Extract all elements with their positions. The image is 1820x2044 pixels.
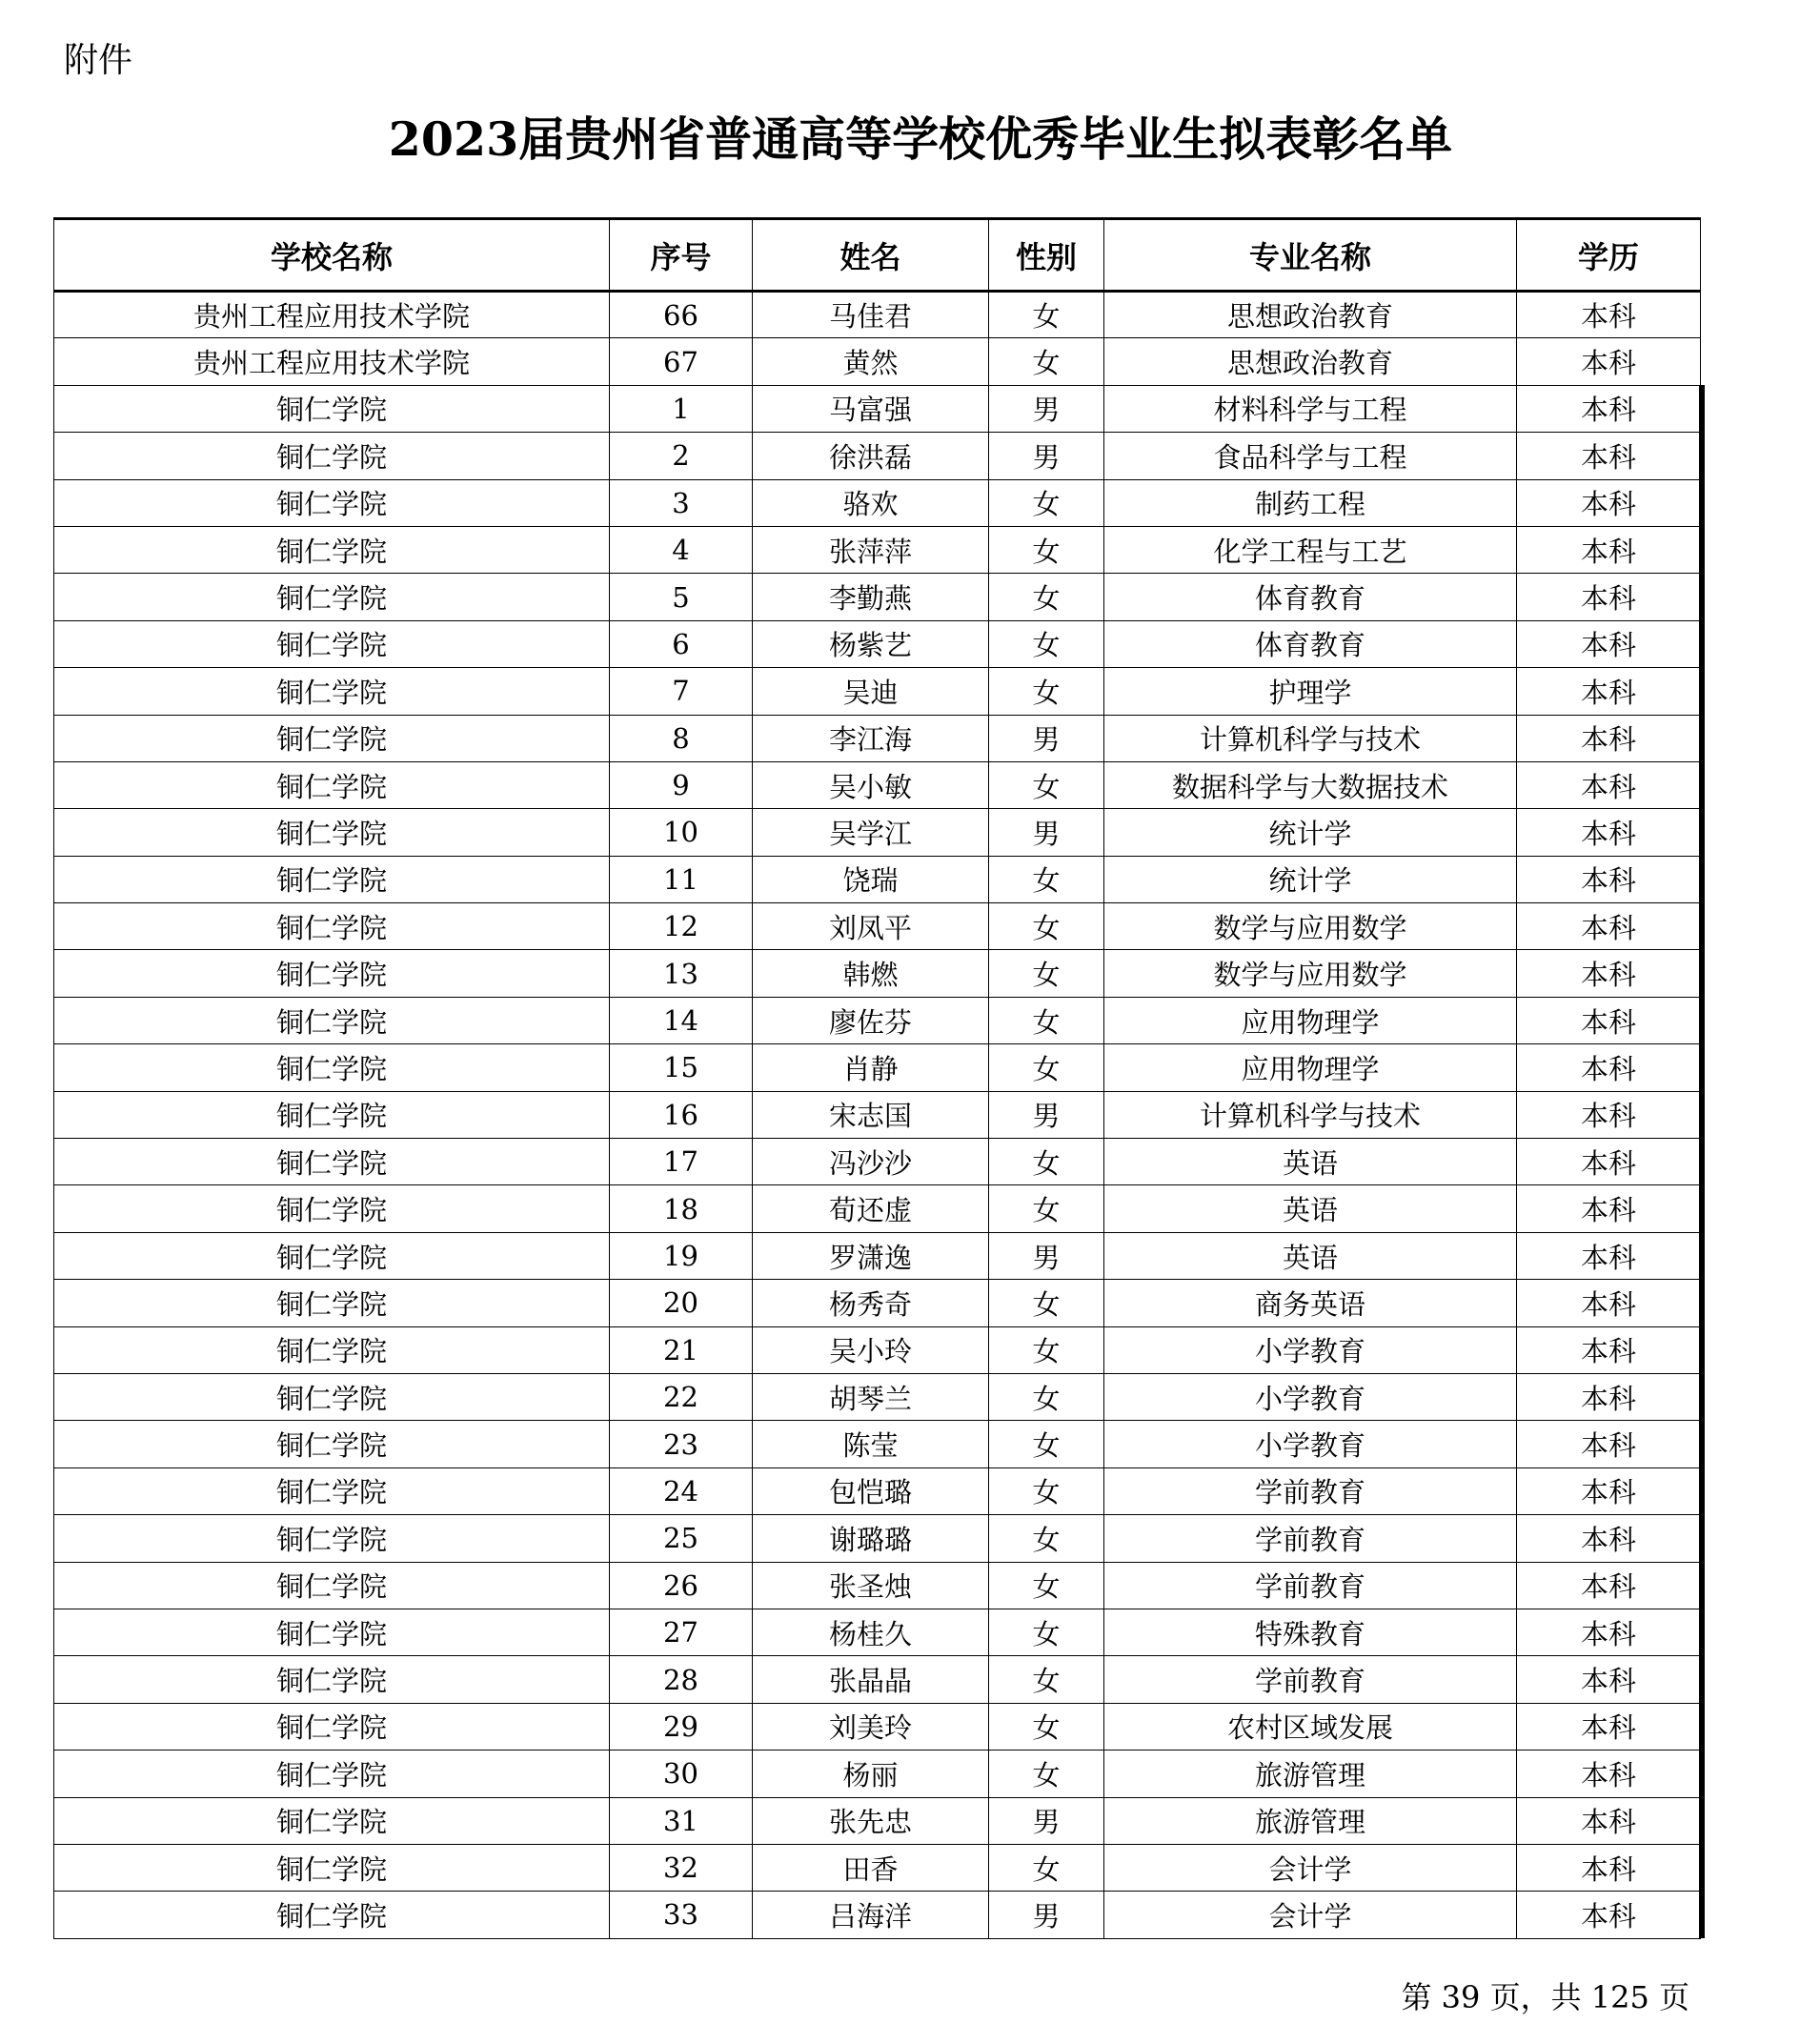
cell-school-name: 铜仁学院 <box>54 1326 610 1373</box>
table-row <box>54 1844 1701 1891</box>
cell-degree: 本科 <box>1517 1515 1701 1562</box>
table-row <box>54 1751 1701 1797</box>
cell-gender: 女 <box>989 903 1104 950</box>
cell-degree: 本科 <box>1517 950 1701 997</box>
cell-degree: 本科 <box>1517 1326 1701 1373</box>
cell-gender: 女 <box>989 668 1104 715</box>
table-row <box>54 620 1701 667</box>
cell-major-name: 旅游管理 <box>1104 1797 1517 1844</box>
cell-degree: 本科 <box>1517 1562 1701 1609</box>
cell-student-name: 李江海 <box>753 715 989 761</box>
cell-school-name: 铜仁学院 <box>54 479 610 526</box>
cell-serial-number: 6 <box>610 620 753 667</box>
table-row <box>54 479 1701 526</box>
cell-major-name: 体育教育 <box>1104 574 1517 620</box>
cell-major-name: 数学与应用数学 <box>1104 950 1517 997</box>
table-row <box>54 1892 1701 1938</box>
cell-gender: 男 <box>989 1091 1104 1138</box>
cell-major-name: 材料科学与工程 <box>1104 385 1517 432</box>
cell-serial-number: 24 <box>610 1467 753 1514</box>
cell-gender: 女 <box>989 292 1104 338</box>
cell-school-name: 铜仁学院 <box>54 668 610 715</box>
cell-gender: 女 <box>989 1609 1104 1655</box>
cell-gender: 女 <box>989 338 1104 385</box>
cell-gender: 男 <box>989 1892 1104 1938</box>
cell-gender: 女 <box>989 1044 1104 1091</box>
graduate-roster-table <box>53 217 1701 1939</box>
cell-serial-number: 17 <box>610 1139 753 1185</box>
table-row <box>54 1609 1701 1655</box>
cell-school-name: 铜仁学院 <box>54 1751 610 1797</box>
cell-degree: 本科 <box>1517 1232 1701 1279</box>
cell-student-name: 吴迪 <box>753 668 989 715</box>
cell-student-name: 罗潇逸 <box>753 1232 989 1279</box>
cell-serial-number: 4 <box>610 526 753 573</box>
cell-major-name: 会计学 <box>1104 1892 1517 1938</box>
cell-major-name: 数据科学与大数据技术 <box>1104 761 1517 808</box>
cell-degree: 本科 <box>1517 997 1701 1043</box>
cell-gender: 男 <box>989 809 1104 856</box>
cell-gender: 女 <box>989 1515 1104 1562</box>
table-row <box>54 856 1701 902</box>
page-title: 2023届贵州省普通高等学校优秀毕业生拟表彰名单 <box>388 111 1453 167</box>
cell-major-name: 统计学 <box>1104 809 1517 856</box>
cell-school-name: 铜仁学院 <box>54 1421 610 1467</box>
cell-serial-number: 1 <box>610 385 753 432</box>
cell-major-name: 数学与应用数学 <box>1104 903 1517 950</box>
cell-school-name: 铜仁学院 <box>54 1515 610 1562</box>
table-row <box>54 1562 1701 1609</box>
cell-school-name: 铜仁学院 <box>54 1797 610 1844</box>
cell-degree: 本科 <box>1517 761 1701 808</box>
cell-gender: 女 <box>989 997 1104 1043</box>
cell-serial-number: 67 <box>610 338 753 385</box>
table-row <box>54 385 1701 432</box>
cell-degree: 本科 <box>1517 668 1701 715</box>
table-row <box>54 1656 1701 1703</box>
cell-gender: 女 <box>989 950 1104 997</box>
cell-degree: 本科 <box>1517 1044 1701 1091</box>
cell-gender: 男 <box>989 385 1104 432</box>
cell-student-name: 刘美玲 <box>753 1703 989 1750</box>
cell-degree: 本科 <box>1517 1091 1701 1138</box>
cell-school-name: 铜仁学院 <box>54 1703 610 1750</box>
cell-student-name: 韩燃 <box>753 950 989 997</box>
cell-degree: 本科 <box>1517 1892 1701 1938</box>
cell-school-name: 铜仁学院 <box>54 761 610 808</box>
cell-degree: 本科 <box>1517 1797 1701 1844</box>
cell-major-name: 化学工程与工艺 <box>1104 526 1517 573</box>
cell-major-name: 农村区域发展 <box>1104 1703 1517 1750</box>
table-row <box>54 1185 1701 1232</box>
cell-major-name: 特殊教育 <box>1104 1609 1517 1655</box>
cell-school-name: 铜仁学院 <box>54 1044 610 1091</box>
cell-school-name: 贵州工程应用技术学院 <box>54 292 610 338</box>
header-serial-number: 序号 <box>610 219 753 292</box>
cell-major-name: 制药工程 <box>1104 479 1517 526</box>
cell-degree: 本科 <box>1517 856 1701 902</box>
table-row <box>54 1280 1701 1326</box>
cell-gender: 女 <box>989 479 1104 526</box>
cell-serial-number: 11 <box>610 856 753 902</box>
table-row <box>54 668 1701 715</box>
cell-serial-number: 30 <box>610 1751 753 1797</box>
cell-degree: 本科 <box>1517 1467 1701 1514</box>
cell-student-name: 胡琴兰 <box>753 1373 989 1420</box>
cell-major-name: 应用物理学 <box>1104 1044 1517 1091</box>
cell-major-name: 学前教育 <box>1104 1467 1517 1514</box>
cell-degree: 本科 <box>1517 1656 1701 1703</box>
cell-gender: 女 <box>989 856 1104 902</box>
cell-student-name: 杨秀奇 <box>753 1280 989 1326</box>
cell-student-name: 马富强 <box>753 385 989 432</box>
cell-degree: 本科 <box>1517 385 1701 432</box>
cell-degree: 本科 <box>1517 1751 1701 1797</box>
header-major-name: 专业名称 <box>1104 219 1517 292</box>
table-row <box>54 1091 1701 1138</box>
cell-gender: 女 <box>989 1373 1104 1420</box>
cell-gender: 男 <box>989 1797 1104 1844</box>
cell-student-name: 杨丽 <box>753 1751 989 1797</box>
cell-serial-number: 5 <box>610 574 753 620</box>
cell-school-name: 铜仁学院 <box>54 1656 610 1703</box>
cell-gender: 女 <box>989 620 1104 667</box>
cell-gender: 女 <box>989 1139 1104 1185</box>
table-row <box>54 1703 1701 1750</box>
cell-student-name: 谢璐璐 <box>753 1515 989 1562</box>
cell-major-name: 护理学 <box>1104 668 1517 715</box>
cell-serial-number: 20 <box>610 1280 753 1326</box>
cell-gender: 女 <box>989 1421 1104 1467</box>
header-student-name: 姓名 <box>753 219 989 292</box>
cell-serial-number: 8 <box>610 715 753 761</box>
table-row <box>54 526 1701 573</box>
cell-gender: 女 <box>989 1656 1104 1703</box>
cell-major-name: 小学教育 <box>1104 1326 1517 1373</box>
cell-school-name: 铜仁学院 <box>54 1139 610 1185</box>
cell-degree: 本科 <box>1517 433 1701 479</box>
cell-student-name: 吴小敏 <box>753 761 989 808</box>
cell-student-name: 徐洪磊 <box>753 433 989 479</box>
cell-gender: 女 <box>989 1185 1104 1232</box>
header-degree: 学历 <box>1517 219 1701 292</box>
cell-student-name: 廖佐芬 <box>753 997 989 1043</box>
cell-major-name: 学前教育 <box>1104 1515 1517 1562</box>
cell-school-name: 铜仁学院 <box>54 809 610 856</box>
cell-school-name: 铜仁学院 <box>54 715 610 761</box>
table-row <box>54 809 1701 856</box>
cell-school-name: 贵州工程应用技术学院 <box>54 338 610 385</box>
cell-serial-number: 13 <box>610 950 753 997</box>
cell-serial-number: 32 <box>610 1844 753 1891</box>
cell-serial-number: 25 <box>610 1515 753 1562</box>
cell-serial-number: 14 <box>610 997 753 1043</box>
cell-school-name: 铜仁学院 <box>54 1844 610 1891</box>
cell-major-name: 统计学 <box>1104 856 1517 902</box>
cell-degree: 本科 <box>1517 338 1701 385</box>
table-row <box>54 1467 1701 1514</box>
cell-student-name: 杨桂久 <box>753 1609 989 1655</box>
cell-major-name: 英语 <box>1104 1139 1517 1185</box>
cell-student-name: 李勤燕 <box>753 574 989 620</box>
cell-school-name: 铜仁学院 <box>54 620 610 667</box>
cell-gender: 女 <box>989 526 1104 573</box>
cell-serial-number: 18 <box>610 1185 753 1232</box>
cell-major-name: 小学教育 <box>1104 1373 1517 1420</box>
table-row <box>54 903 1701 950</box>
attachment-label: 附件 <box>64 41 133 80</box>
cell-serial-number: 66 <box>610 292 753 338</box>
cell-gender: 女 <box>989 1844 1104 1891</box>
table-row <box>54 1139 1701 1185</box>
table-row <box>54 292 1701 338</box>
cell-school-name: 铜仁学院 <box>54 1232 610 1279</box>
cell-school-name: 铜仁学院 <box>54 997 610 1043</box>
table-row <box>54 574 1701 620</box>
cell-school-name: 铜仁学院 <box>54 385 610 432</box>
cell-school-name: 铜仁学院 <box>54 1091 610 1138</box>
cell-degree: 本科 <box>1517 574 1701 620</box>
cell-gender: 男 <box>989 1232 1104 1279</box>
cell-major-name: 学前教育 <box>1104 1562 1517 1609</box>
cell-gender: 女 <box>989 574 1104 620</box>
cell-school-name: 铜仁学院 <box>54 950 610 997</box>
cell-school-name: 铜仁学院 <box>54 1467 610 1514</box>
cell-student-name: 田香 <box>753 1844 989 1891</box>
cell-student-name: 张圣烛 <box>753 1562 989 1609</box>
cell-major-name: 会计学 <box>1104 1844 1517 1891</box>
cell-gender: 女 <box>989 1703 1104 1750</box>
cell-school-name: 铜仁学院 <box>54 574 610 620</box>
cell-serial-number: 21 <box>610 1326 753 1373</box>
cell-serial-number: 7 <box>610 668 753 715</box>
cell-gender: 男 <box>989 433 1104 479</box>
cell-serial-number: 15 <box>610 1044 753 1091</box>
cell-student-name: 黄然 <box>753 338 989 385</box>
cell-major-name: 英语 <box>1104 1232 1517 1279</box>
cell-student-name: 吴学江 <box>753 809 989 856</box>
cell-serial-number: 10 <box>610 809 753 856</box>
cell-major-name: 小学教育 <box>1104 1421 1517 1467</box>
cell-school-name: 铜仁学院 <box>54 433 610 479</box>
cell-gender: 男 <box>989 715 1104 761</box>
cell-student-name: 吴小玲 <box>753 1326 989 1373</box>
table-row <box>54 950 1701 997</box>
cell-school-name: 铜仁学院 <box>54 1280 610 1326</box>
header-school-name: 学校名称 <box>54 219 610 292</box>
table-header-row <box>54 219 1701 292</box>
cell-gender: 女 <box>989 1751 1104 1797</box>
cell-student-name: 冯沙沙 <box>753 1139 989 1185</box>
cell-major-name: 应用物理学 <box>1104 997 1517 1043</box>
cell-degree: 本科 <box>1517 809 1701 856</box>
cell-student-name: 包恺璐 <box>753 1467 989 1514</box>
table-row <box>54 1232 1701 1279</box>
table-row <box>54 1326 1701 1373</box>
cell-degree: 本科 <box>1517 1844 1701 1891</box>
cell-student-name: 饶瑞 <box>753 856 989 902</box>
cell-school-name: 铜仁学院 <box>54 1609 610 1655</box>
cell-student-name: 马佳君 <box>753 292 989 338</box>
cell-major-name: 食品科学与工程 <box>1104 433 1517 479</box>
cell-major-name: 商务英语 <box>1104 1280 1517 1326</box>
cell-serial-number: 2 <box>610 433 753 479</box>
cell-school-name: 铜仁学院 <box>54 856 610 902</box>
table-row <box>54 338 1701 385</box>
cell-major-name: 英语 <box>1104 1185 1517 1232</box>
page-number-footer: 第 39 页，共 125 页 <box>1401 1979 1689 2015</box>
cell-student-name: 张先忠 <box>753 1797 989 1844</box>
cell-student-name: 张晶晶 <box>753 1656 989 1703</box>
cell-gender: 女 <box>989 1326 1104 1373</box>
cell-major-name: 体育教育 <box>1104 620 1517 667</box>
cell-gender: 女 <box>989 761 1104 808</box>
cell-degree: 本科 <box>1517 1185 1701 1232</box>
cell-student-name: 肖静 <box>753 1044 989 1091</box>
cell-degree: 本科 <box>1517 1703 1701 1750</box>
table-row <box>54 997 1701 1043</box>
right-edge-rule <box>1699 385 1705 1938</box>
table-row <box>54 1797 1701 1844</box>
cell-serial-number: 27 <box>610 1609 753 1655</box>
cell-major-name: 思想政治教育 <box>1104 338 1517 385</box>
table-row <box>54 1373 1701 1420</box>
cell-degree: 本科 <box>1517 479 1701 526</box>
cell-serial-number: 19 <box>610 1232 753 1279</box>
table-row <box>54 1515 1701 1562</box>
cell-serial-number: 28 <box>610 1656 753 1703</box>
cell-major-name: 计算机科学与技术 <box>1104 715 1517 761</box>
table-row <box>54 1044 1701 1091</box>
cell-student-name: 杨紫艺 <box>753 620 989 667</box>
cell-student-name: 荀还虚 <box>753 1185 989 1232</box>
cell-degree: 本科 <box>1517 903 1701 950</box>
cell-major-name: 旅游管理 <box>1104 1751 1517 1797</box>
cell-student-name: 陈莹 <box>753 1421 989 1467</box>
cell-student-name: 刘凤平 <box>753 903 989 950</box>
cell-serial-number: 12 <box>610 903 753 950</box>
cell-major-name: 思想政治教育 <box>1104 292 1517 338</box>
cell-gender: 女 <box>989 1562 1104 1609</box>
cell-serial-number: 31 <box>610 1797 753 1844</box>
cell-serial-number: 16 <box>610 1091 753 1138</box>
cell-serial-number: 3 <box>610 479 753 526</box>
cell-school-name: 铜仁学院 <box>54 1185 610 1232</box>
cell-degree: 本科 <box>1517 715 1701 761</box>
cell-serial-number: 23 <box>610 1421 753 1467</box>
cell-degree: 本科 <box>1517 1609 1701 1655</box>
cell-degree: 本科 <box>1517 1280 1701 1326</box>
cell-degree: 本科 <box>1517 292 1701 338</box>
header-gender: 性别 <box>989 219 1104 292</box>
table-row <box>54 1421 1701 1467</box>
table-row <box>54 433 1701 479</box>
table-row <box>54 715 1701 761</box>
cell-serial-number: 29 <box>610 1703 753 1750</box>
cell-school-name: 铜仁学院 <box>54 1373 610 1420</box>
cell-degree: 本科 <box>1517 1139 1701 1185</box>
cell-degree: 本科 <box>1517 1421 1701 1467</box>
cell-serial-number: 26 <box>610 1562 753 1609</box>
cell-major-name: 计算机科学与技术 <box>1104 1091 1517 1138</box>
cell-student-name: 吕海洋 <box>753 1892 989 1938</box>
cell-degree: 本科 <box>1517 620 1701 667</box>
cell-serial-number: 9 <box>610 761 753 808</box>
cell-degree: 本科 <box>1517 1373 1701 1420</box>
cell-student-name: 骆欢 <box>753 479 989 526</box>
cell-student-name: 张萍萍 <box>753 526 989 573</box>
cell-school-name: 铜仁学院 <box>54 1892 610 1938</box>
cell-serial-number: 33 <box>610 1892 753 1938</box>
cell-school-name: 铜仁学院 <box>54 903 610 950</box>
cell-gender: 女 <box>989 1467 1104 1514</box>
table-row <box>54 761 1701 808</box>
cell-school-name: 铜仁学院 <box>54 526 610 573</box>
cell-gender: 女 <box>989 1280 1104 1326</box>
table-body <box>54 292 1701 1939</box>
cell-major-name: 学前教育 <box>1104 1656 1517 1703</box>
cell-serial-number: 22 <box>610 1373 753 1420</box>
cell-school-name: 铜仁学院 <box>54 1562 610 1609</box>
cell-degree: 本科 <box>1517 526 1701 573</box>
cell-student-name: 宋志国 <box>753 1091 989 1138</box>
